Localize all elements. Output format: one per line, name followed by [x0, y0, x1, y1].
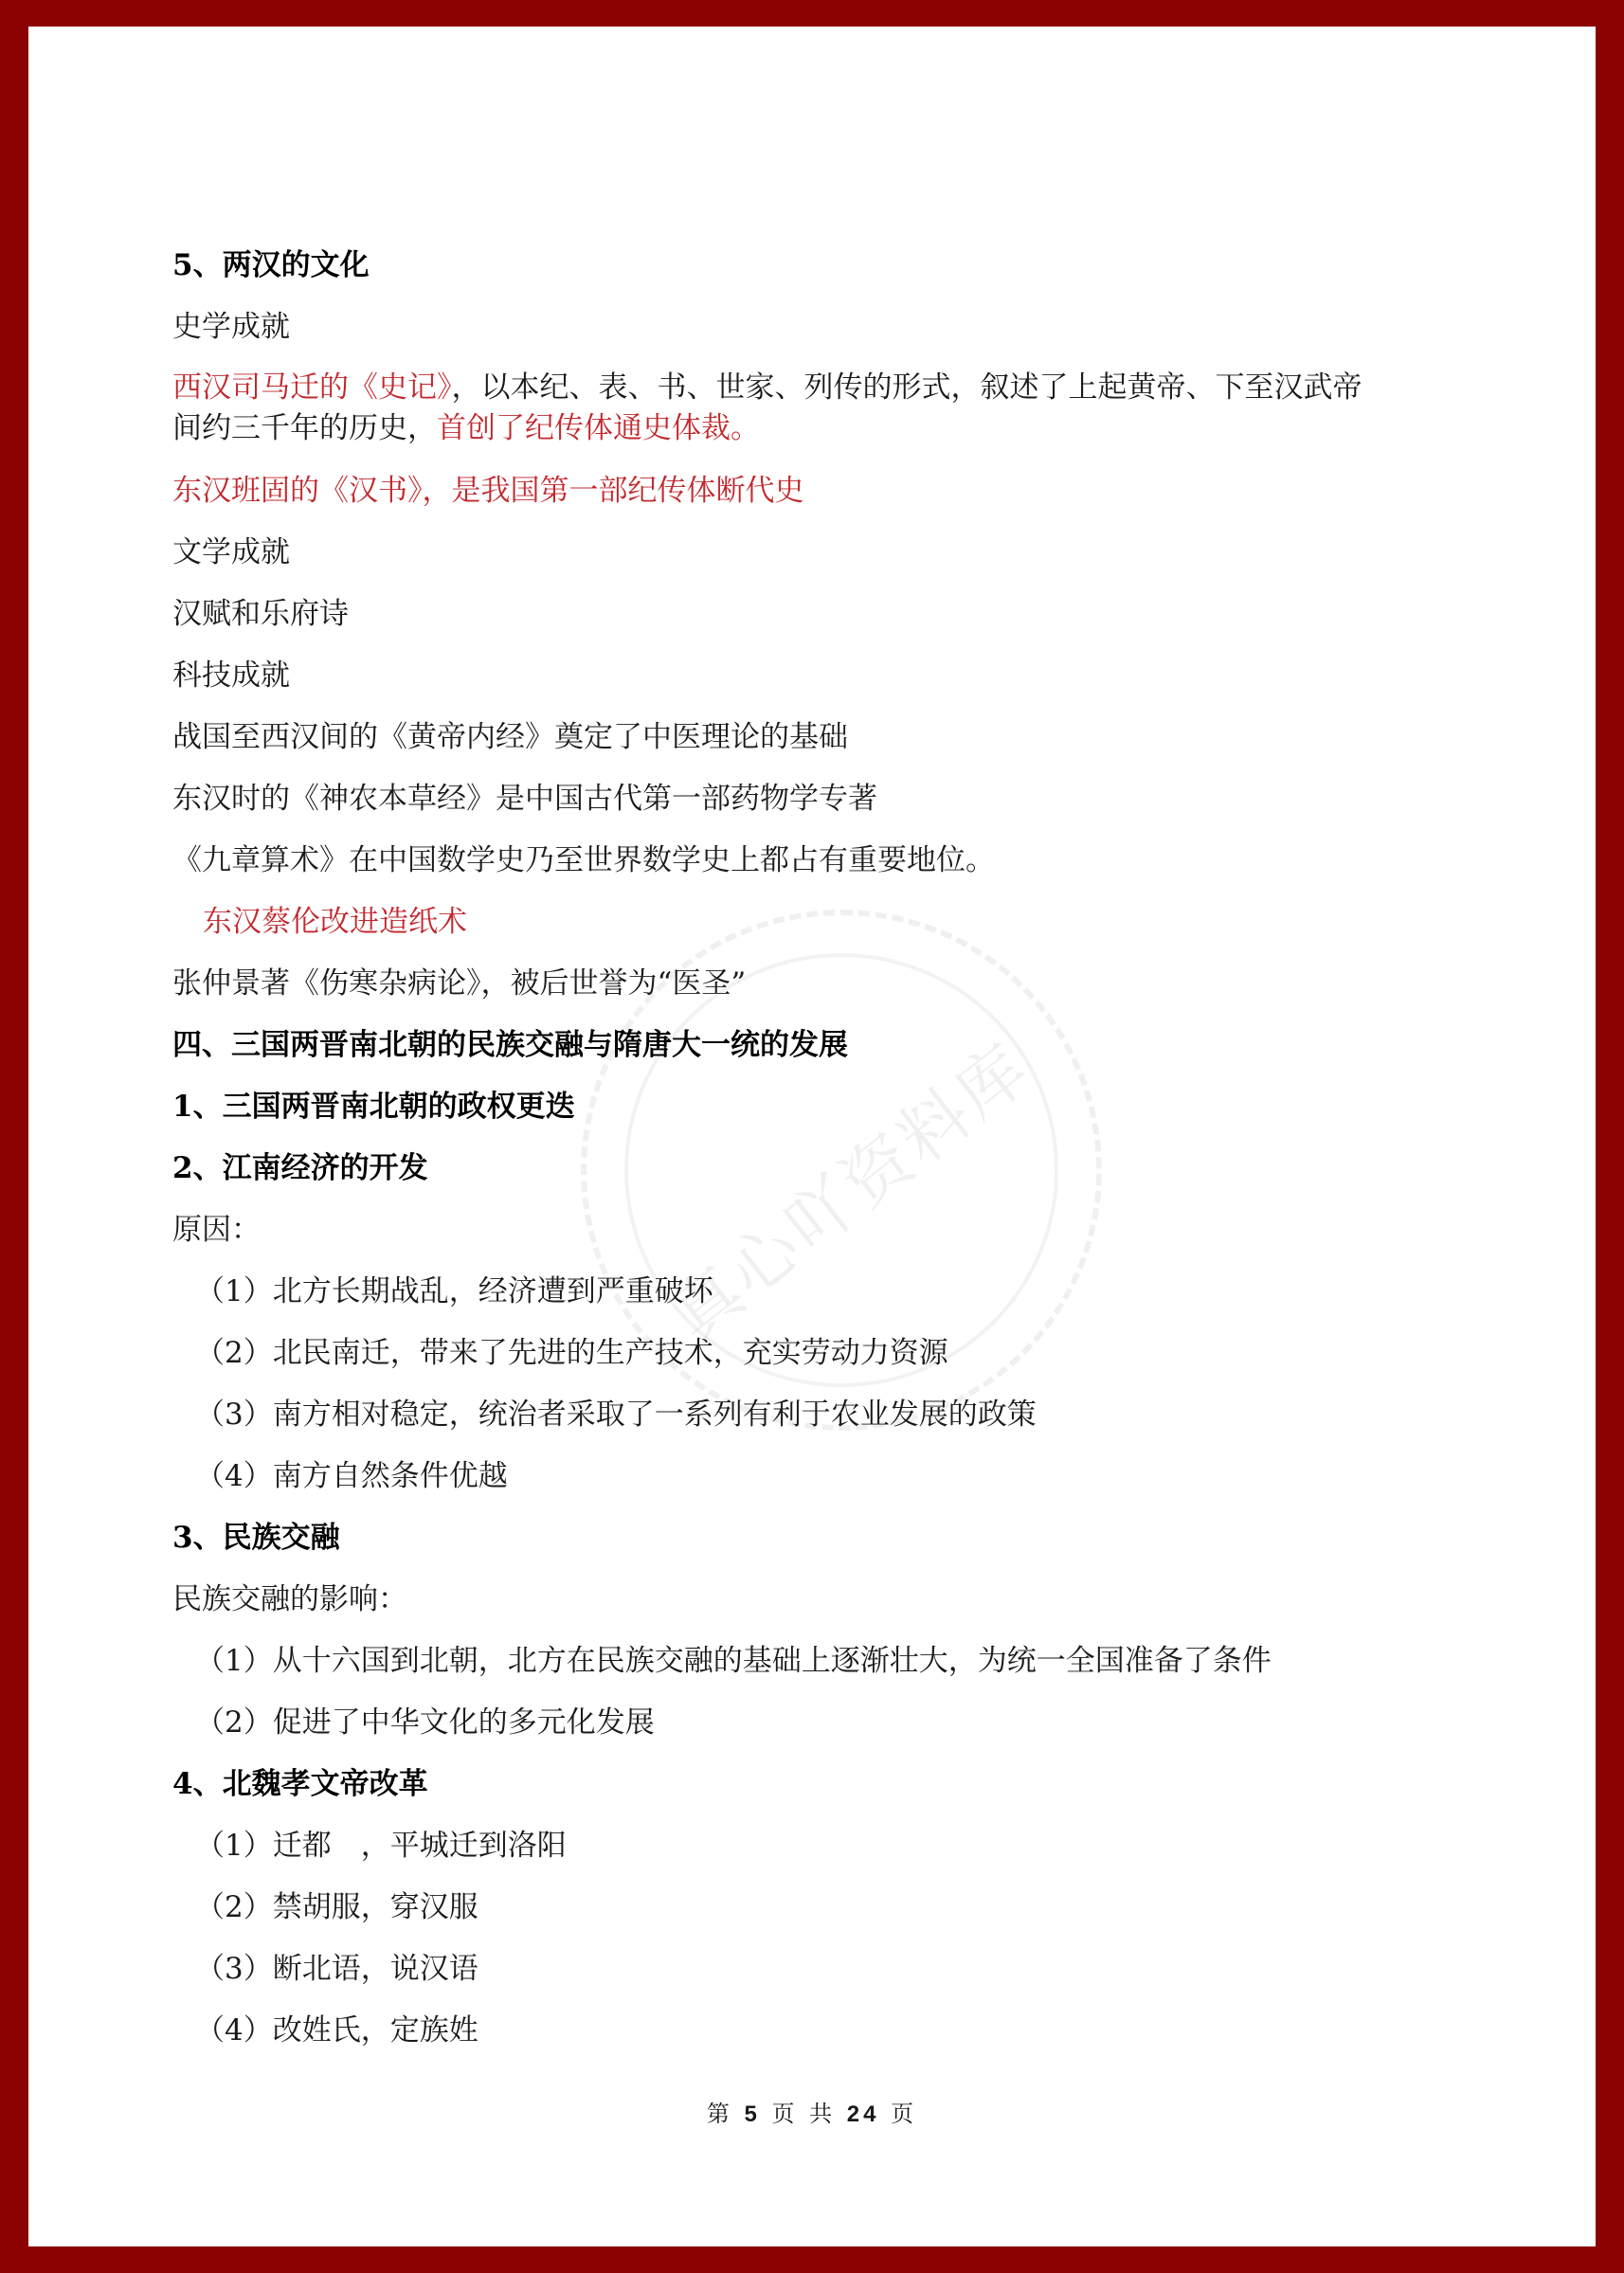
list-item-reason-3: （3）南方相对稳定，统治者采取了一系列有利于农业发展的政策	[195, 1398, 1037, 1432]
paragraph-zhang-zhongjing: 张仲景著《伤寒杂病论》，被后世誉为“医圣”	[172, 966, 747, 1001]
list-item-reason-1: （1）北方长期战乱，经济遭到严重破坏	[195, 1274, 713, 1308]
shiji-highlight: 西汉司马迁的《史记》	[172, 370, 452, 405]
paragraph-huangdi-neijing: 战国至西汉间的《黄帝内经》奠定了中医理论的基础	[172, 720, 848, 754]
label-fusion-impact: 民族交融的影响：	[172, 1582, 407, 1616]
section-heading-jiangnan: 2、江南经济的开发	[172, 1151, 428, 1185]
footer-suffix: 页	[891, 2101, 918, 2127]
footer-total-pages: 24	[846, 2102, 880, 2127]
paragraph-shiji-line1	[172, 369, 1362, 406]
section-heading-han-culture: 5、两汉的文化	[172, 248, 370, 282]
subheading-science: 科技成就	[172, 658, 290, 693]
subheading-history: 史学成就	[172, 310, 290, 344]
footer-middle: 页 共	[771, 2101, 837, 2127]
paragraph-cai-lun: 东汉蔡伦改进造纸术	[203, 905, 467, 939]
footer-page-number: 5	[744, 2102, 761, 2127]
shiji-timespan: 间约三千年的历史，	[172, 411, 437, 445]
document-page	[28, 27, 1596, 2246]
section-heading-ethnic-fusion: 3、民族交融	[172, 1521, 340, 1555]
list-item-reform-3: （3）断北语，说汉语	[195, 1952, 478, 1986]
list-item-reform-1: （1）迁都 ，平城迁到洛阳	[195, 1829, 567, 1863]
watermark-text: 真心吖资料库	[656, 1027, 1046, 1357]
paragraph-hanshu: 东汉班固的《汉书》，是我国第一部纪传体断代史	[172, 474, 804, 508]
paragraph-shiji-line2	[172, 409, 760, 447]
list-item-reform-4: （4）改姓氏，定族姓	[195, 2013, 478, 2048]
shiji-genre-highlight: 首创了纪传体通史体裁。	[437, 411, 760, 445]
footer-prefix: 第	[706, 2101, 733, 2127]
paragraph-hanfu: 汉赋和乐府诗	[172, 597, 349, 631]
label-reasons: 原因：	[172, 1213, 261, 1247]
section-heading-xiaowen-reform: 4、北魏孝文帝改革	[172, 1767, 428, 1801]
list-item-impact-2: （2）促进了中华文化的多元化发展	[195, 1705, 655, 1740]
list-item-reason-2: （2）北民南迁，带来了先进的生产技术，充实劳动力资源	[195, 1336, 948, 1370]
list-item-impact-1: （1）从十六国到北朝，北方在民族交融的基础上逐渐壮大，为统一全国准备了条件	[195, 1644, 1272, 1678]
shiji-description: ，以本纪、表、书、世家、列传的形式，叙述了上起黄帝、下至汉武帝	[451, 370, 1362, 405]
list-item-reform-2: （2）禁胡服，穿汉服	[195, 1890, 478, 1924]
page-footer	[28, 2095, 1596, 2128]
subheading-literature: 文学成就	[172, 535, 290, 569]
chapter-heading-four: 四、三国两晋南北朝的民族交融与隋唐大一统的发展	[172, 1028, 848, 1062]
section-heading-regime-changes: 1、三国两晋南北朝的政权更迭	[172, 1090, 575, 1124]
list-item-reason-4: （4）南方自然条件优越	[195, 1459, 508, 1493]
paragraph-jiuzhang: 《九章算术》在中国数学史乃至世界数学史上都占有重要地位。	[172, 843, 995, 877]
paragraph-shennong: 东汉时的《神农本草经》是中国古代第一部药物学专著	[172, 782, 877, 816]
